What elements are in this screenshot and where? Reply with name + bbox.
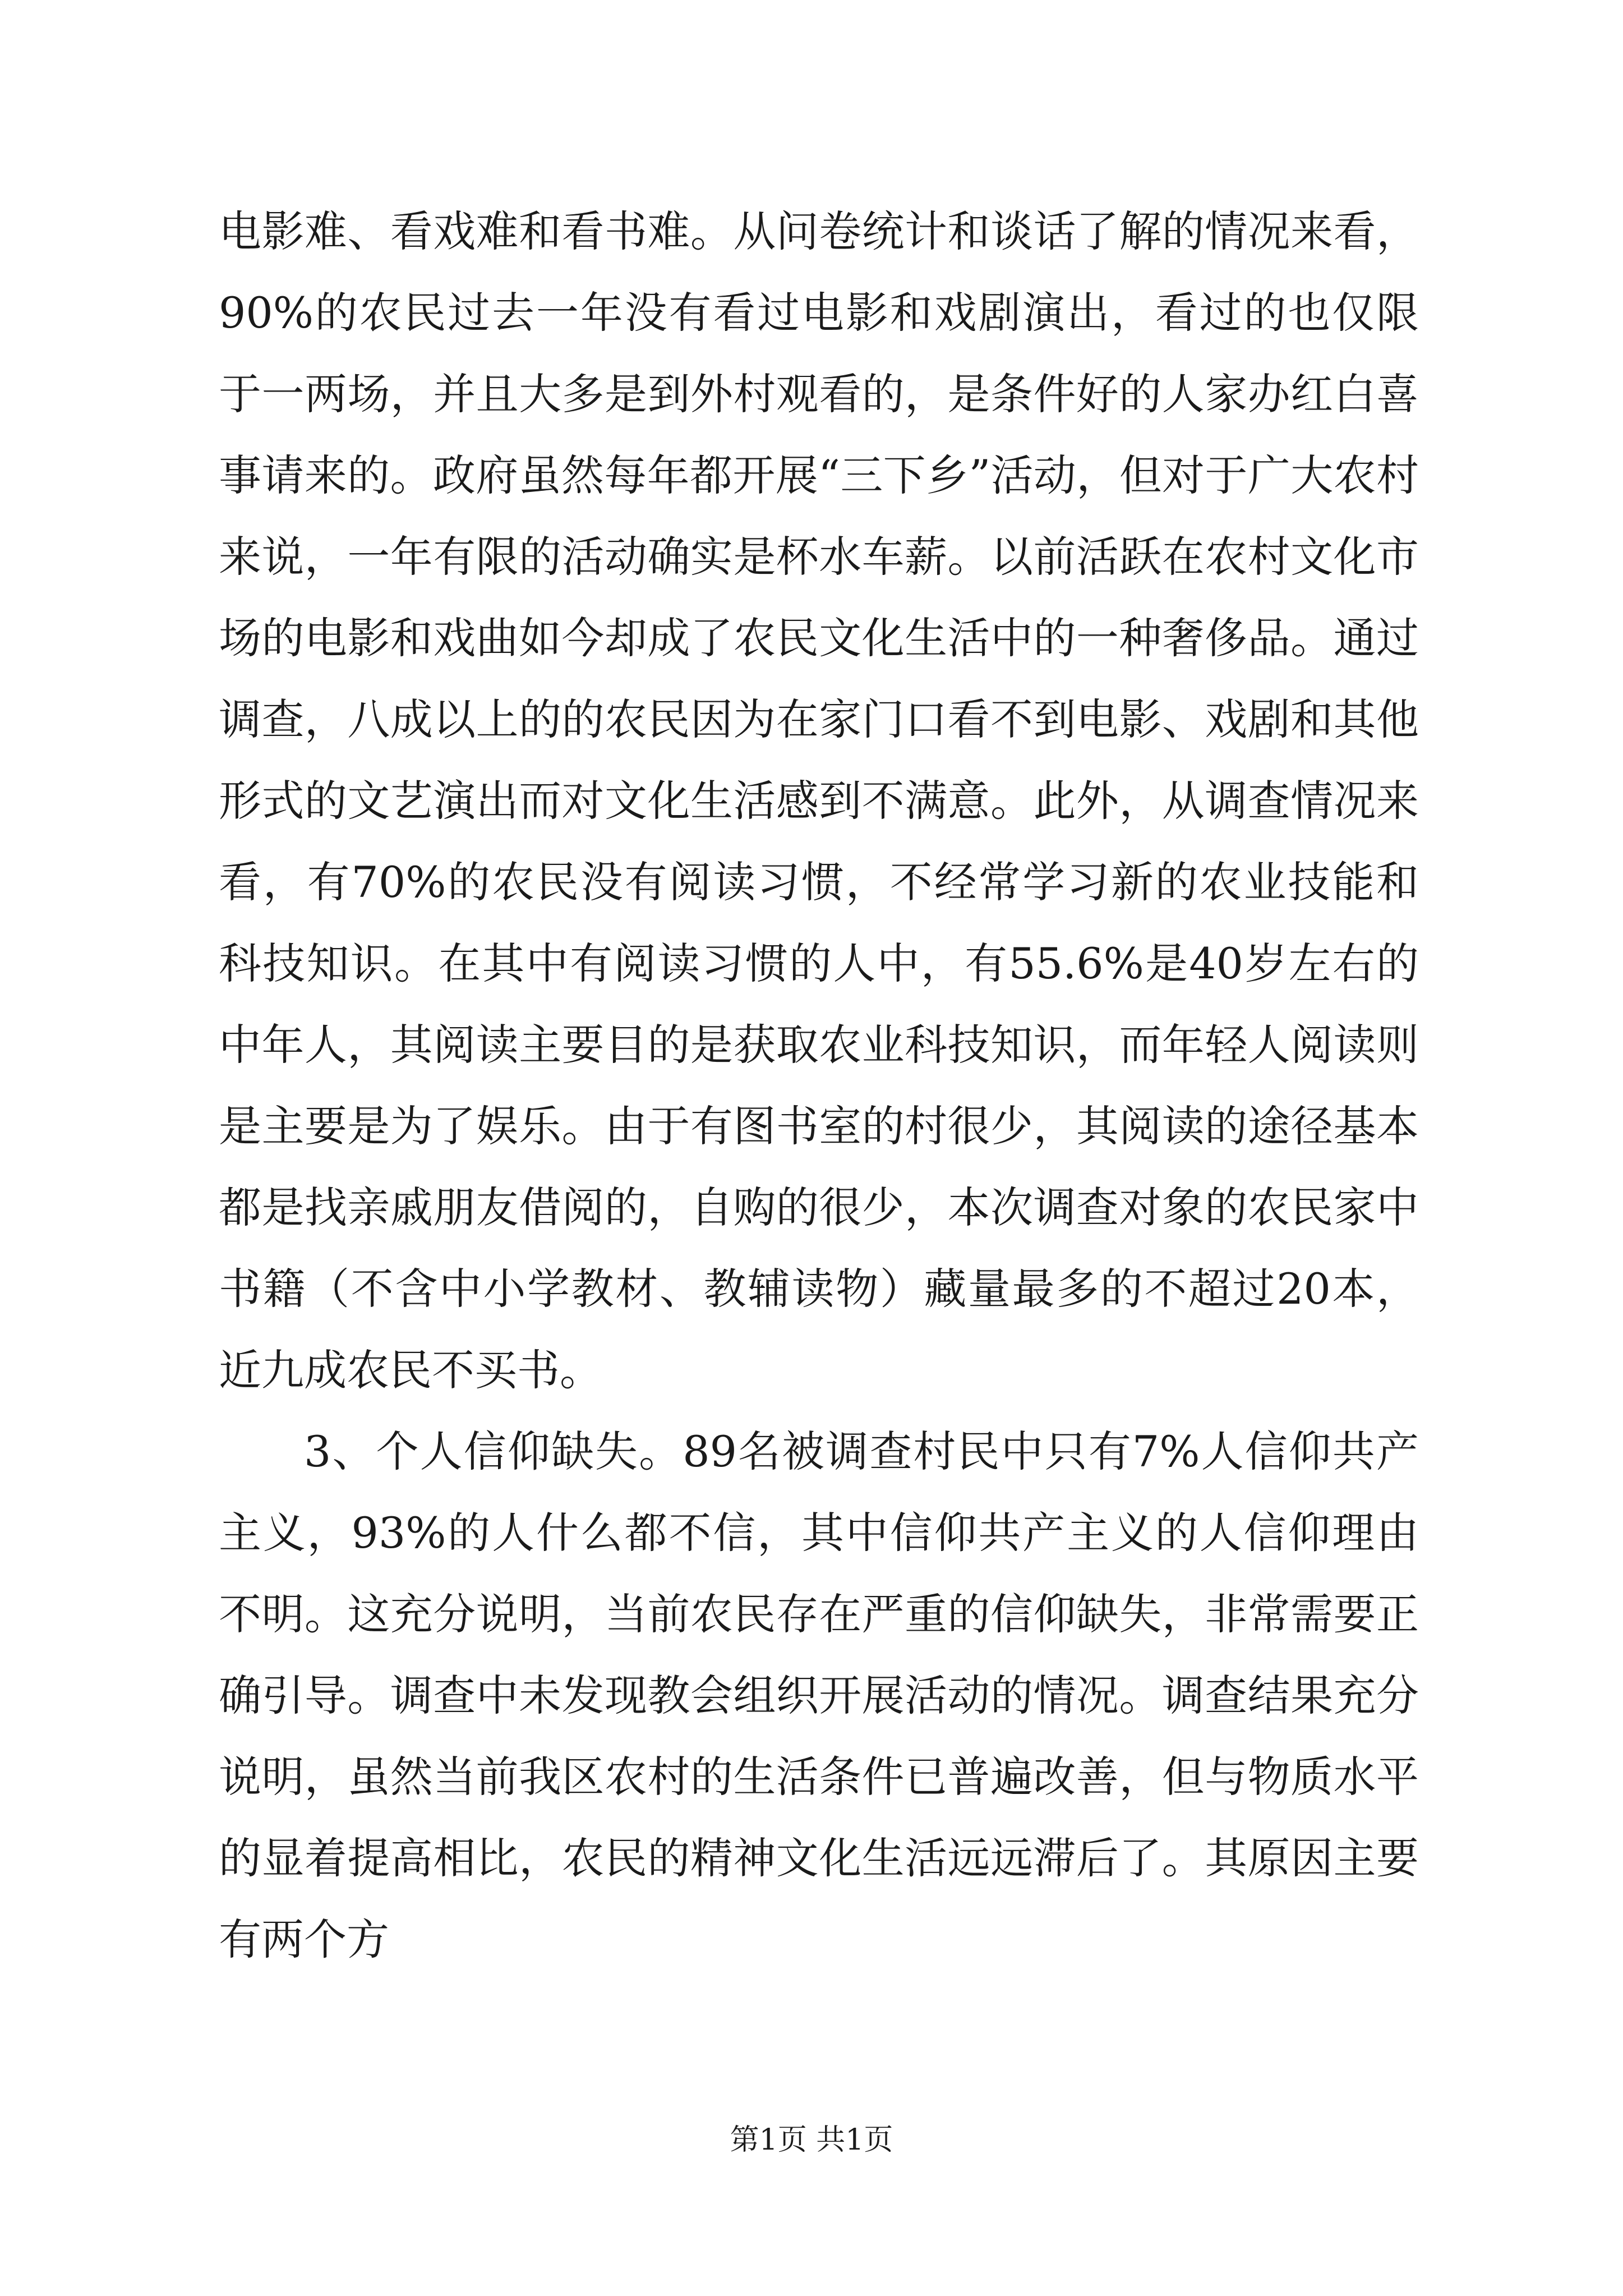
page-footer xyxy=(0,2120,1623,2160)
paragraph-1: 电影难、看戏难和看书难。从问卷统计和谈话了解的情况来看，90%的农民过去一年没有看过电影和戏剧演出，看过的也仅限于一两场，并且大多是到外村观看的，是条件好的人家办红白喜事请来的。政府虽然每年都开展“三下乡”活动，但对于广大农村来说，一年有限的活动确实是杯水车薪。以前活跃在农村文化市场的电影和戏曲如今却成了农民文化生活中的一种奢侈品。通过调查，八成以上的的农民因为在家门口看不到电影、戏剧和其他形式的文艺演出而对文化生活感到不满意。此外，从调查情况来看，有70%的农民没有阅读习惯，不经常学习新的农业技能和科技知识。在其中有阅读习惯的人中，有55.6%是40岁左右的中年人，其阅读主要目的是获取农业科技知识，而年轻人阅读则是主要是为了娱乐。由于有图书室的村很少，其阅读的途径基本都是找亲戚朋友借阅的，自购的很少，本次调查对象的农民家中书籍（不含中小学教材、教辅读物）藏量最多的不超过20本，近九成农民不买书。 xyxy=(219,206,1419,1395)
page-number-label: 第1页 共1页 xyxy=(730,2123,893,2157)
document-body xyxy=(219,191,1419,1980)
paragraph-2: 3、个人信仰缺失。89名被调查村民中只有7%人信仰共产主义，93%的人什么都不信，其中信仰共产主义的人信仰理由不明。这充分说明，当前农民存在严重的信仰缺失，非常需要正确引导。调查中未发现教会组织开展活动的情况。调查结果充分说明，虽然当前我区农村的生活条件已普遍改善，但与物质水平的显着提高相比，农民的精神文化生活远远滞后了。其原因主要有两个方 xyxy=(219,1427,1419,1964)
